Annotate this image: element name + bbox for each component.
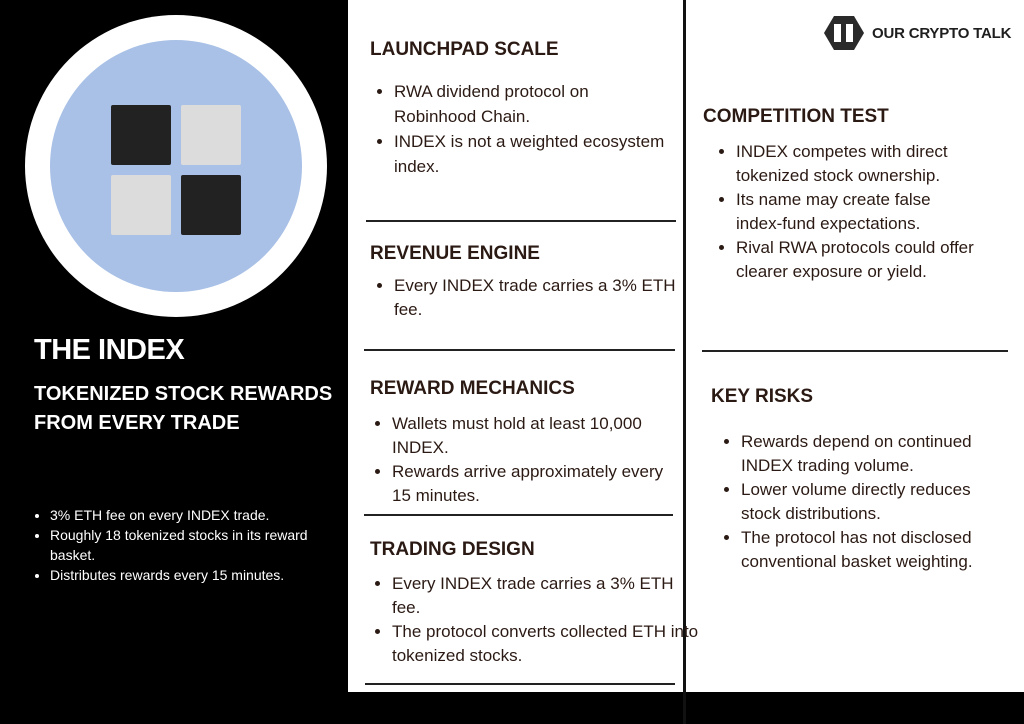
divider	[702, 350, 1008, 352]
summary-list	[34, 505, 350, 585]
section-title-risks: KEY RISKS	[711, 386, 814, 407]
risks-list	[719, 430, 976, 574]
bottom-bar	[348, 692, 1024, 724]
left-panel	[0, 0, 348, 724]
right-column	[686, 0, 1024, 692]
list-item: • Every INDEX trade carries a 3% ETH fee.	[394, 274, 699, 322]
section-title-competition: COMPETITION TEST	[703, 106, 889, 127]
brand-name: OUR CRYPTO TALK	[872, 24, 1012, 42]
four-squares-logo-icon	[50, 40, 302, 292]
divider	[366, 220, 676, 222]
list-item: • Rewards arrive approximately every 15 minutes.	[392, 460, 677, 508]
divider	[364, 514, 673, 516]
list-item: • RWA dividend protocol on Robinhood Chain.	[394, 79, 674, 129]
launchpad-list	[372, 79, 674, 179]
list-item: • Rewards depend on continued INDEX trading volume.	[741, 430, 976, 478]
crypto-talk-logo-icon	[824, 16, 864, 50]
list-item: • INDEX competes with direct tokenized stock ownership.	[736, 140, 981, 188]
brand	[824, 16, 1011, 50]
project-logo	[25, 15, 327, 317]
list-item: • The protocol converts collected ETH into tokenized stocks.	[392, 620, 702, 668]
list-item: • Lower volume directly reduces stock distributions.	[741, 478, 976, 526]
list-item: • INDEX is not a weighted ecosystem index.	[394, 129, 674, 179]
logo-square-dark	[181, 175, 241, 235]
reward-list	[370, 412, 677, 508]
logo-square-light	[111, 175, 171, 235]
page-title: THE INDEX	[34, 334, 185, 366]
section-title-reward: REWARD MECHANICS	[370, 378, 575, 399]
competition-list	[714, 140, 981, 284]
divider	[365, 683, 675, 685]
list-item: • Every INDEX trade carries a 3% ETH fee.	[392, 572, 702, 620]
page-subtitle: TOKENIZED STOCK REWARDS FROM EVERY TRADE	[34, 383, 333, 434]
trading-list	[370, 572, 702, 668]
summary-item: • Distributes rewards every 15 minutes.	[50, 565, 350, 585]
logo-square-light	[181, 105, 241, 165]
divider	[364, 349, 675, 351]
list-item: • Wallets must hold at least 10,000 INDEX.	[392, 412, 677, 460]
list-item: • The protocol has not disclosed conventional basket weighting.	[741, 526, 976, 574]
section-title-trading: TRADING DESIGN	[370, 539, 535, 560]
list-item: • Rival RWA protocols could offer clearer exposure or yield.	[736, 236, 981, 284]
logo-square-dark	[111, 105, 171, 165]
revenue-list	[372, 274, 699, 322]
summary-item: • Roughly 18 tokenized stocks in its reward basket.	[50, 525, 350, 565]
section-title-launchpad: LAUNCHPAD SCALE	[370, 39, 559, 60]
list-item: • Its name may create false index-fund expectations.	[736, 188, 981, 236]
summary-item: • 3% ETH fee on every INDEX trade.	[50, 505, 350, 525]
section-title-revenue: REVENUE ENGINE	[370, 243, 540, 264]
